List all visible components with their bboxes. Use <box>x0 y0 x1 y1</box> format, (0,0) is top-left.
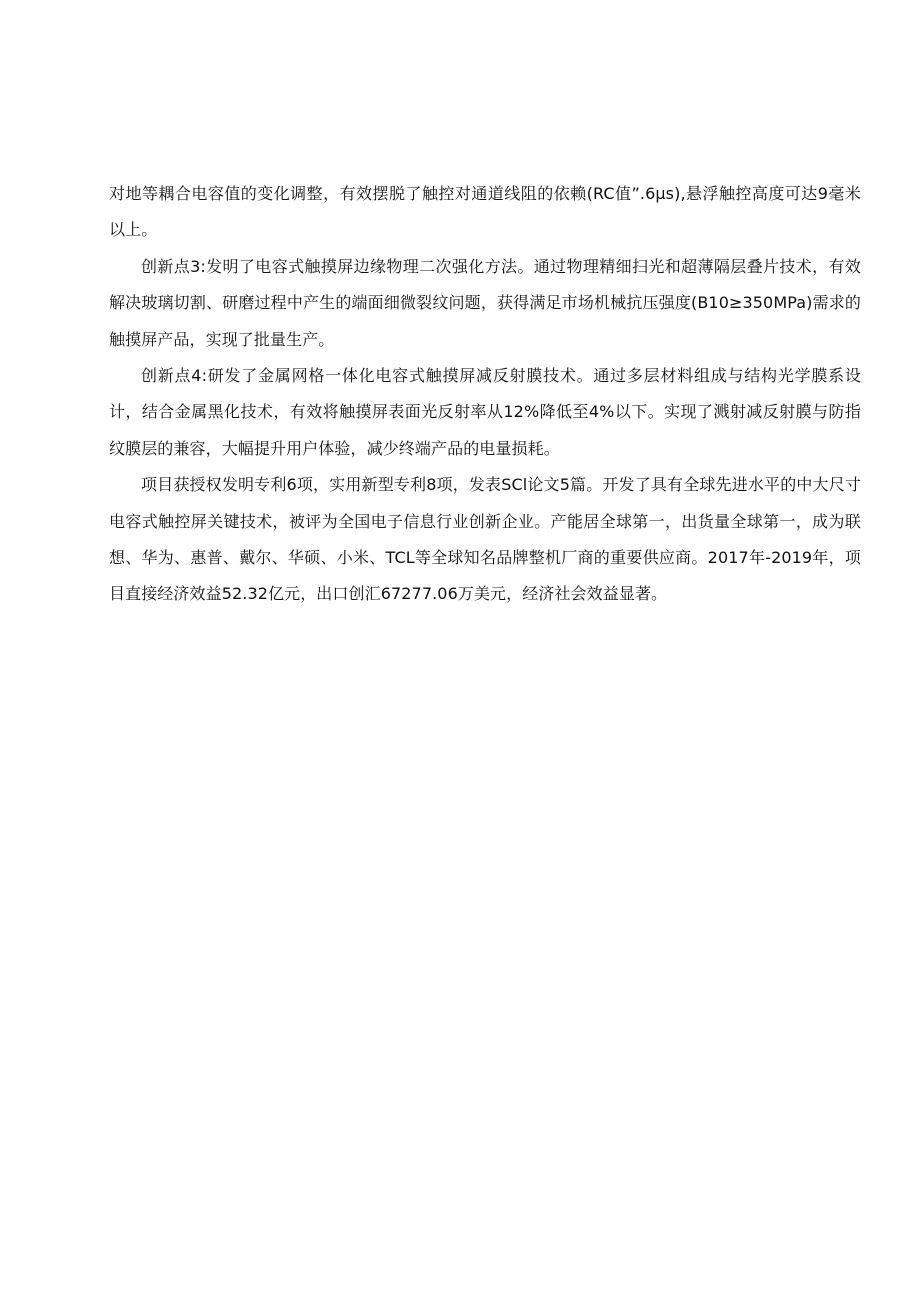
document-body <box>109 176 861 613</box>
paragraph-project-results: 项目获授权发明专利6项，实用新型专利8项，发表SCl论文5篇。开发了具有全球先进水平的中大尺寸电容式触控屏关键技术，被评为全国电子信息行业创新企业。产能居全球第一，出货量全球第一，成为联想、华为、惠普、戴尔、华硕、小米、TCL等全球知名品牌整机厂商的重要供应商。2017年-2019年，项目直接经济效益52.32亿元，出口创汇67277.06万美元，经济社会效益显著。 <box>109 475 861 604</box>
paragraph-innovation-3: 创新点3:发明了电容式触摸屏边缘物理二次强化方法。通过物理精细扫光和超薄隔层叠片技术，有效解决玻璃切割、研磨过程中产生的端面细微裂纹问题，获得满足市场机械抗压强度(B10≥350MPa)需求的触摸屏产品，实现了批量生产。 <box>109 256 861 349</box>
paragraph-continuation: 对地等耦合电容值的变化调整，有效摆脱了触控对通道线阻的依赖(RC值”.6μs),悬浮触控高度可达9毫米以上。 <box>109 184 861 240</box>
paragraph-innovation-4: 创新点4:研发了金属网格一体化电容式触摸屏减反射膜技术。通过多层材料组成与结构光学膜系设计，结合金属黑化技术，有效将触摸屏表面光反射率从12%降低至4%以下。实现了溅射减反射膜与防指纹膜层的兼容，大幅提升用户体验，减少终端产品的电量损耗。 <box>109 366 861 458</box>
